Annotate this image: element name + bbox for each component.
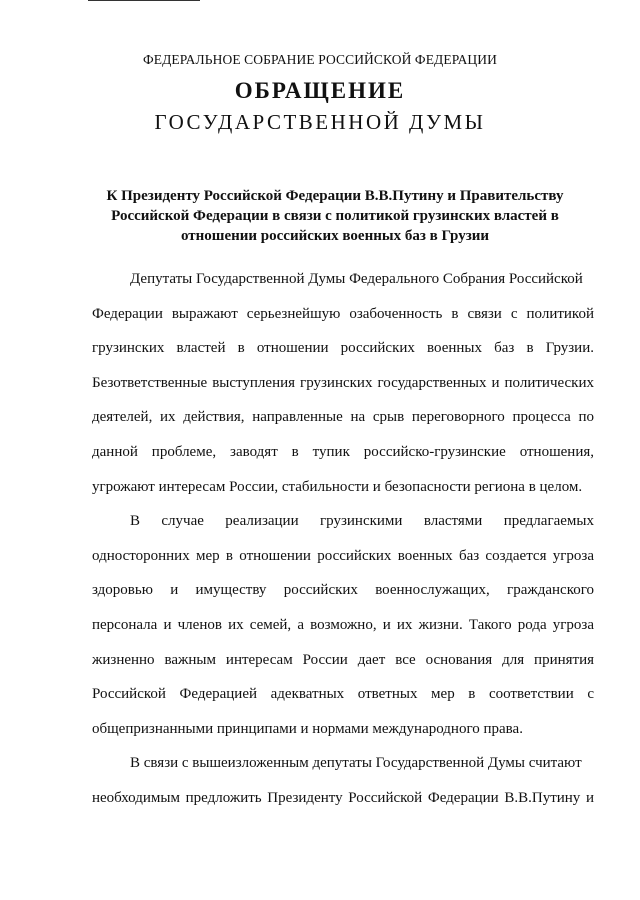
address-line: К Президенту Российской Федерации В.В.Путину и Правительству [106,188,564,204]
body-line: данной проблеме, заводят в тупик российско-грузинские отношения, [92,443,594,460]
document-subtitle: ГОСУДАРСТВЕННОЙ ДУМЫ [154,110,486,134]
body-line: общепризнанными принципами и нормами международного права. [92,720,523,737]
body-line: необходимым предложить Президенту Российской Федерации В.В.Путину и [92,789,594,806]
body-line: деятелей, их действия, направленные на срыв переговорного процесса по [92,409,594,426]
org-header: ФЕДЕРАЛЬНОЕ СОБРАНИЕ РОССИЙСКОЙ ФЕДЕРАЦИИ [143,52,497,67]
body-line: Безответственные выступления грузинских государственных и политических [92,374,594,391]
body-line: здоровью и имуществу российских военнослужащих, гражданского [92,582,594,599]
body-line: жизненно важным интересам России дает все основания для принятия [92,651,594,668]
body-text [92,269,594,823]
body-line: грузинских властей в отношении российских военных баз в Грузии. [92,340,594,357]
body-line: Федерации выражают серьезнейшую озабоченность в связи с политикой [92,305,594,322]
body-line: Российской Федерацией адекватных ответных мер в соответствии с [92,686,594,703]
address-block [96,186,574,246]
body-line: персонала и членов их семей, а возможно, и их жизни. Такого рода угроза [92,616,594,633]
scan-artifact-line [88,0,200,2]
address-line: отношении российских военных баз в Грузии [180,228,490,244]
body-line: односторонних мер в отношении российских военных баз создается угроза [92,547,594,564]
body-line: Депутаты Государственной Думы Федерального Собрания Российской [130,271,583,287]
document-title: ОБРАЩЕНИЕ [234,78,406,103]
body-line: угрожают интересам России, стабильности и безопасности региона в целом. [92,478,583,495]
address-line: Российской Федерации в связи с политикой грузинских властей в [111,208,559,224]
body-line: В связи с вышеизложенным депутаты Государственной Думы считают [130,755,582,772]
body-line: В случае реализации грузинскими властями предлагаемых [130,513,594,530]
